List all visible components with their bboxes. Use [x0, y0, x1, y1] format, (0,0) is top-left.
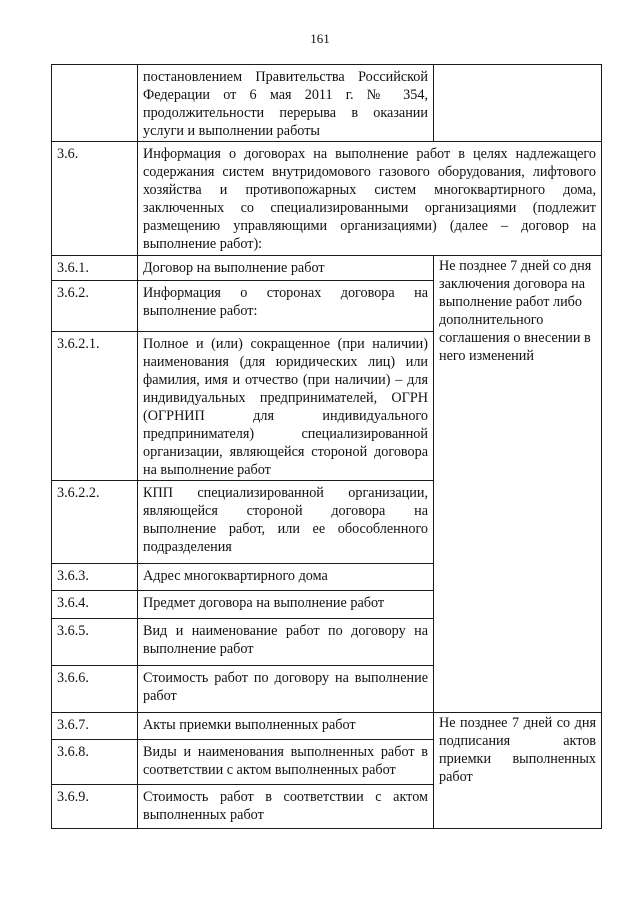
row-number: 3.6.9.	[52, 785, 138, 829]
disclosure-table	[51, 64, 602, 829]
row-description: Виды и наименования выполненных работ в соответствии с актом выполненных работ	[138, 740, 434, 785]
row-number: 3.6.3.	[52, 564, 138, 591]
section-row	[52, 142, 602, 256]
row-description: Стоимость работ в соответствии с актом выполненных работ	[138, 785, 434, 829]
table-row	[52, 256, 602, 281]
row-number: 3.6.2.1.	[52, 332, 138, 481]
row-number: 3.6.1.	[52, 256, 138, 281]
row-number: 3.6.7.	[52, 713, 138, 740]
row-number: 3.6.4.	[52, 591, 138, 619]
section-description: Информация о договорах на выполнение работ в целях надлежащего содержания систем внутридомового газового оборудования, лифтового хозяйства и противопожарных систем многоквартирного дома, заключенных со специализированными организациями (подлежит размещению управляющими организациями) (далее – договор на выполнение работ):	[138, 142, 602, 256]
row-term	[434, 65, 602, 142]
page-number: 161	[310, 31, 330, 46]
row-description: Адрес многоквартирного дома	[138, 564, 434, 591]
disclosure-term-group-1: Не позднее 7 дней со дня заключения договора на выполнение работ либо дополнительного соглашения о внесении в него изменений	[434, 256, 602, 713]
row-description: Предмет договора на выполнение работ	[138, 591, 434, 619]
table-row	[52, 713, 602, 740]
row-description: постановлением Правительства Российской Федерации от 6 мая 2011 г. № 354, продолжительности перерыва в оказании услуги и выполнении работы	[138, 65, 434, 142]
row-description: Стоимость работ по договору на выполнение работ	[138, 666, 434, 713]
disclosure-term-group-2: Не позднее 7 дней со дня подписания актов приемки выполненных работ	[434, 713, 602, 829]
row-number: 3.6.5.	[52, 619, 138, 666]
row-number	[52, 65, 138, 142]
row-number: 3.6.2.	[52, 281, 138, 332]
row-description: КПП специализированной организации, являющейся стороной договора на выполнение работ, или ее обособленного подразделения	[138, 481, 434, 564]
row-number: 3.6.6.	[52, 666, 138, 713]
row-description: Полное и (или) сокращенное (при наличии) наименования (для юридических лиц) или фамилия, имя и отчество (при наличии) – для индивидуальных предпринимателей, ОГРН (ОГРНИП для индивидуального предпринимателя) специализированной организации, являющейся стороной договора на выполнение работ	[138, 332, 434, 481]
section-number: 3.6.	[52, 142, 138, 256]
row-description: Договор на выполнение работ	[138, 256, 434, 281]
row-number: 3.6.2.2.	[52, 481, 138, 564]
row-description: Информация о сторонах договора на выполнение работ:	[138, 281, 434, 332]
row-number: 3.6.8.	[52, 740, 138, 785]
row-description: Акты приемки выполненных работ	[138, 713, 434, 740]
table-row	[52, 65, 602, 142]
row-description: Вид и наименование работ по договору на выполнение работ	[138, 619, 434, 666]
